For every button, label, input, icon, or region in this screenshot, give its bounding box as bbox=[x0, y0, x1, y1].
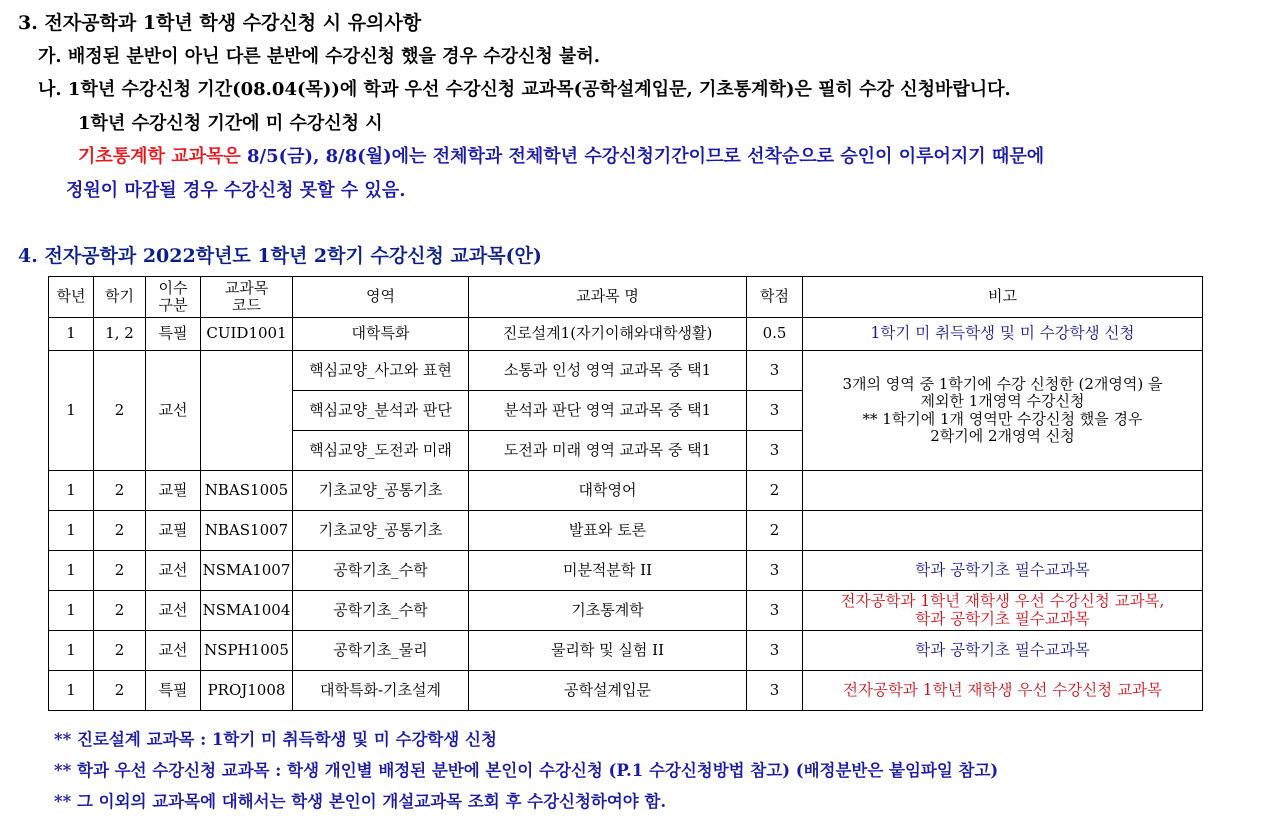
header-code: 교과목 코드 bbox=[201, 277, 293, 318]
cell-type: 교선 bbox=[146, 351, 201, 471]
cell-course-name: 기초통계학 bbox=[469, 591, 747, 631]
cell-type: 교필 bbox=[146, 471, 201, 511]
cell-course-name: 대학영어 bbox=[469, 471, 747, 511]
cell-type: 교선 bbox=[146, 551, 201, 591]
table-row bbox=[49, 471, 1203, 511]
cell-course-name: 도전과 미래 영역 교과목 중 택1 bbox=[469, 431, 747, 471]
footnote-1: ** 진로설계 교과목 : 1학기 미 취득학생 및 미 수강학생 신청 bbox=[54, 730, 497, 749]
cell-semester: 2 bbox=[94, 511, 146, 551]
cell-semester: 2 bbox=[94, 471, 146, 511]
header-semester: 학기 bbox=[94, 277, 146, 318]
table-row bbox=[49, 511, 1203, 551]
table-header-row bbox=[49, 277, 1203, 318]
section-3-title: 3. 전자공학과 1학년 학생 수강신청 시 유의사항 bbox=[18, 12, 422, 34]
cell-note: 3개의 영역 중 1학기에 수강 신청한 (2개영역) 을 제외한 1개영역 수강신청 ** 1학기에 1개 영역만 수강신청 했을 경우 2학기에 2개영역 신청 bbox=[803, 351, 1203, 471]
cell-course-name: 미분적분학 II bbox=[469, 551, 747, 591]
notice-item-ga: 가. 배정된 분반이 아닌 다른 분반에 수강신청 했을 경우 수강신청 불허. bbox=[38, 46, 601, 67]
cell-semester: 1, 2 bbox=[94, 318, 146, 351]
cell-semester: 2 bbox=[94, 671, 146, 711]
cell-grade: 1 bbox=[49, 351, 94, 471]
section-4-title: 4. 전자공학과 2022학년도 1학년 2학기 수강신청 교과목(안) bbox=[18, 245, 542, 267]
cell-area: 기초교양_공통기초 bbox=[293, 511, 469, 551]
cell-credit: 3 bbox=[747, 671, 803, 711]
cell-type: 교필 bbox=[146, 511, 201, 551]
cell-grade: 1 bbox=[49, 511, 94, 551]
cell-grade: 1 bbox=[49, 471, 94, 511]
notice-item-na: 나. 1학년 수강신청 기간(08.04(목))에 학과 우선 수강신청 교과목(공학설계입문, 기초통계학)은 필히 수강 신청바랍니다. bbox=[38, 79, 1011, 100]
cell-code: NSMA1004 bbox=[201, 591, 293, 631]
warning-highlight: 기초통계학 교과목은 bbox=[78, 146, 241, 167]
cell-semester: 2 bbox=[94, 631, 146, 671]
cell-credit: 2 bbox=[747, 471, 803, 511]
header-area: 영역 bbox=[293, 277, 469, 318]
cell-grade: 1 bbox=[49, 631, 94, 671]
cell-semester: 2 bbox=[94, 551, 146, 591]
cell-course-name: 소통과 인성 영역 교과목 중 택1 bbox=[469, 351, 747, 391]
cell-type: 교선 bbox=[146, 591, 201, 631]
cell-type: 특필 bbox=[146, 318, 201, 351]
cell-note: 1학기 미 취득학생 및 미 수강학생 신청 bbox=[803, 318, 1203, 351]
cell-area: 핵심교양_도전과 미래 bbox=[293, 431, 469, 471]
table-row bbox=[49, 551, 1203, 591]
cell-code bbox=[201, 351, 293, 471]
table-row bbox=[49, 591, 1203, 631]
cell-code: NBAS1007 bbox=[201, 511, 293, 551]
footnote-2: ** 학과 우선 수강신청 교과목 : 학생 개인별 배정된 분반에 본인이 수강신청 (P.1 수강신청방법 참고) (배정분반은 붙임파일 참고) bbox=[54, 761, 999, 780]
cell-credit: 3 bbox=[747, 591, 803, 631]
cell-grade: 1 bbox=[49, 318, 94, 351]
cell-credit: 0.5 bbox=[747, 318, 803, 351]
warning-text: 8/5(금), 8/8(월)에는 전체학과 전체학년 수강신청기간이므로 선착순으로 승인이 이루어지기 때문에 bbox=[240, 146, 1045, 167]
notice-item-na-sub: 1학년 수강신청 기간에 미 수강신청 시 bbox=[78, 113, 383, 134]
footnote-3: ** 그 이외의 교과목에 대해서는 학생 본인이 개설교과목 조회 후 수강신청하여야 함. bbox=[54, 792, 667, 811]
cell-note: 학과 공학기초 필수교과목 bbox=[803, 551, 1203, 591]
table-row bbox=[49, 671, 1203, 711]
warning-line-2: 정원이 마감될 경우 수강신청 못할 수 있음. bbox=[66, 180, 406, 201]
cell-area: 핵심교양_분석과 판단 bbox=[293, 391, 469, 431]
cell-code: NBAS1005 bbox=[201, 471, 293, 511]
cell-area: 공학기초_물리 bbox=[293, 631, 469, 671]
cell-area: 대학특화 bbox=[293, 318, 469, 351]
cell-area: 공학기초_수학 bbox=[293, 551, 469, 591]
cell-note bbox=[803, 471, 1203, 511]
cell-code: PROJ1008 bbox=[201, 671, 293, 711]
cell-type: 특필 bbox=[146, 671, 201, 711]
cell-note bbox=[803, 511, 1203, 551]
cell-code: CUID1001 bbox=[201, 318, 293, 351]
cell-area: 공학기초_수학 bbox=[293, 591, 469, 631]
header-note: 비고 bbox=[803, 277, 1203, 318]
cell-course-name: 물리학 및 실험 II bbox=[469, 631, 747, 671]
cell-credit: 2 bbox=[747, 511, 803, 551]
cell-code: NSMA1007 bbox=[201, 551, 293, 591]
cell-grade: 1 bbox=[49, 671, 94, 711]
header-grade: 학년 bbox=[49, 277, 94, 318]
warning-line-1 bbox=[78, 142, 1044, 168]
cell-semester: 2 bbox=[94, 591, 146, 631]
cell-grade: 1 bbox=[49, 591, 94, 631]
cell-credit: 3 bbox=[747, 431, 803, 471]
cell-area: 기초교양_공통기초 bbox=[293, 471, 469, 511]
cell-note: 전자공학과 1학년 재학생 우선 수강신청 교과목, 학과 공학기초 필수교과목 bbox=[803, 591, 1203, 631]
cell-type: 교선 bbox=[146, 631, 201, 671]
cell-credit: 3 bbox=[747, 551, 803, 591]
cell-credit: 3 bbox=[747, 351, 803, 391]
cell-credit: 3 bbox=[747, 391, 803, 431]
cell-note: 전자공학과 1학년 재학생 우선 수강신청 교과목 bbox=[803, 671, 1203, 711]
table-row bbox=[49, 318, 1203, 351]
header-credit: 학점 bbox=[747, 277, 803, 318]
cell-note: 학과 공학기초 필수교과목 bbox=[803, 631, 1203, 671]
cell-course-name: 공학설계입문 bbox=[469, 671, 747, 711]
table-row bbox=[49, 351, 1203, 391]
header-course-name: 교과목 명 bbox=[469, 277, 747, 318]
cell-code: NSPH1005 bbox=[201, 631, 293, 671]
cell-course-name: 진로설계1(자기이해와대학생활) bbox=[469, 318, 747, 351]
table-row bbox=[49, 631, 1203, 671]
cell-grade: 1 bbox=[49, 551, 94, 591]
cell-course-name: 분석과 판단 영역 교과목 중 택1 bbox=[469, 391, 747, 431]
cell-semester: 2 bbox=[94, 351, 146, 471]
cell-area: 대학특화-기초설계 bbox=[293, 671, 469, 711]
cell-credit: 3 bbox=[747, 631, 803, 671]
cell-course-name: 발표와 토론 bbox=[469, 511, 747, 551]
course-table bbox=[48, 276, 1203, 711]
cell-area: 핵심교양_사고와 표현 bbox=[293, 351, 469, 391]
header-type: 이수 구분 bbox=[146, 277, 201, 318]
